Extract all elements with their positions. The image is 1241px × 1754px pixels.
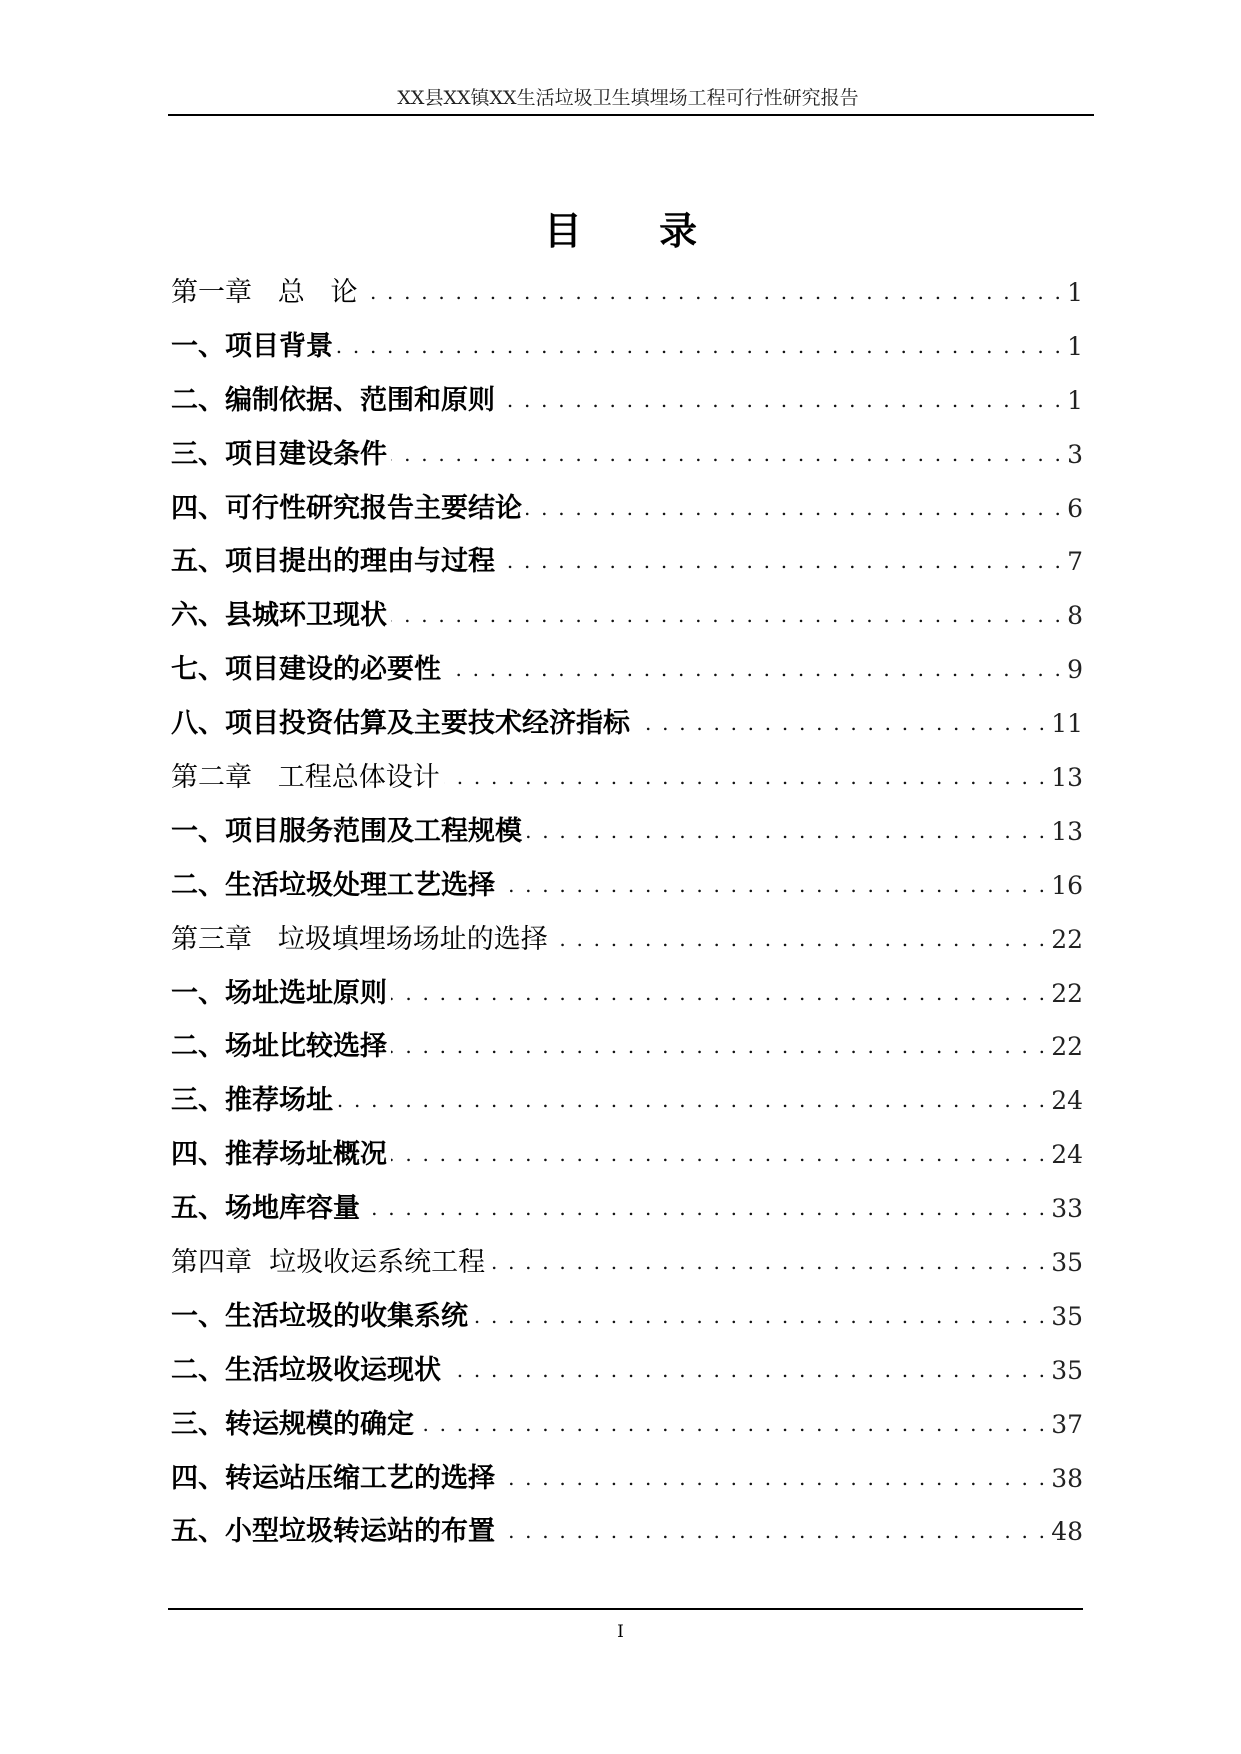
toc-dot-leader	[444, 751, 1047, 805]
toc-entry-page-number: 1	[1067, 277, 1083, 307]
toc-section-entry[interactable]	[171, 428, 1083, 482]
toc-entry-page-number: 13	[1051, 763, 1083, 792]
toc-entry-page-number: 37	[1051, 1409, 1083, 1439]
toc-dot-leader	[489, 1236, 1047, 1290]
toc-list	[171, 266, 1083, 1559]
toc-section-entry[interactable]	[171, 1128, 1083, 1182]
toc-entry-label: 一、项目背景	[171, 330, 333, 362]
toc-section-entry[interactable]	[171, 1074, 1083, 1128]
toc-entry-page-number: 24	[1051, 1086, 1083, 1116]
toc-section-entry[interactable]	[171, 1182, 1083, 1236]
toc-entry-page-number: 6	[1067, 493, 1083, 523]
toc-entry-page-number: 22	[1051, 1032, 1083, 1062]
toc-entry-label: 第三章 垃圾填埋场场址的选择	[171, 923, 548, 955]
toc-dot-leader	[418, 1398, 1047, 1452]
toc-dot-leader	[634, 697, 1047, 751]
toc-dot-leader	[391, 428, 1063, 482]
toc-chapter-entry[interactable]	[171, 266, 1083, 320]
toc-entry-label: 二、生活垃圾处理工艺选择	[171, 869, 495, 901]
toc-section-entry[interactable]	[171, 320, 1083, 374]
footer-rule	[168, 1608, 1083, 1610]
toc-dot-leader	[499, 535, 1063, 589]
toc-entry-label: 二、生活垃圾收运现状	[171, 1354, 441, 1386]
toc-entry-label: 一、生活垃圾的收集系统	[171, 1300, 468, 1332]
toc-entry-page-number: 9	[1067, 655, 1083, 685]
toc-entry-label: 三、项目建设条件	[171, 438, 387, 470]
toc-entry-page-number: 48	[1051, 1517, 1083, 1547]
toc-section-entry[interactable]	[171, 697, 1083, 751]
toc-entry-page-number: 35	[1051, 1248, 1083, 1278]
toc-dot-leader	[472, 1290, 1047, 1344]
toc-entry-label: 一、项目服务范围及工程规模	[171, 815, 522, 847]
toc-dot-leader	[552, 913, 1047, 967]
toc-dot-leader	[362, 266, 1064, 320]
toc-dot-leader	[499, 374, 1063, 428]
toc-entry-label: 二、场址比较选择	[171, 1031, 387, 1063]
toc-entry-page-number: 35	[1051, 1355, 1083, 1385]
toc-dot-leader	[526, 805, 1047, 859]
toc-entry-page-number: 22	[1051, 924, 1083, 954]
toc-entry-page-number: 24	[1051, 1140, 1083, 1170]
toc-section-entry[interactable]	[171, 1398, 1083, 1452]
toc-section-entry[interactable]	[171, 643, 1083, 697]
toc-entry-label: 五、项目提出的理由与过程	[171, 546, 495, 578]
toc-section-entry[interactable]	[171, 589, 1083, 643]
toc-dot-leader	[391, 967, 1047, 1021]
toc-dot-leader	[364, 1182, 1047, 1236]
toc-chapter-entry[interactable]	[171, 751, 1083, 805]
toc-section-entry[interactable]	[171, 1290, 1083, 1344]
toc-section-entry[interactable]	[171, 374, 1083, 428]
toc-chapter-entry[interactable]	[171, 913, 1083, 967]
toc-entry-page-number: 7	[1067, 547, 1083, 577]
toc-entry-label: 四、推荐场址概况	[171, 1139, 387, 1171]
toc-dot-leader	[391, 1020, 1047, 1074]
toc-entry-page-number: 8	[1067, 601, 1083, 631]
toc-section-entry[interactable]	[171, 1452, 1083, 1506]
toc-section-entry[interactable]	[171, 967, 1083, 1021]
toc-section-entry[interactable]	[171, 859, 1083, 913]
toc-entry-page-number: 22	[1051, 978, 1083, 1008]
toc-entry-page-number: 1	[1067, 331, 1083, 361]
toc-entry-label: 第一章 总 论	[171, 276, 358, 308]
toc-entry-label: 二、编制依据、范围和原则	[171, 384, 495, 416]
toc-entry-page-number: 1	[1067, 385, 1083, 415]
toc-entry-label: 一、场址选址原则	[171, 977, 387, 1009]
toc-section-entry[interactable]	[171, 482, 1083, 536]
toc-section-entry[interactable]	[171, 1505, 1083, 1559]
toc-entry-label: 七、项目建设的必要性	[171, 654, 441, 686]
toc-title: 目 录	[543, 209, 730, 253]
toc-dot-leader	[499, 859, 1047, 913]
toc-chapter-entry[interactable]	[171, 1236, 1083, 1290]
toc-entry-label: 四、可行性研究报告主要结论	[171, 492, 522, 524]
toc-dot-leader	[391, 589, 1063, 643]
toc-entry-label: 三、推荐场址	[171, 1085, 333, 1117]
toc-section-entry[interactable]	[171, 535, 1083, 589]
toc-entry-page-number: 13	[1051, 816, 1083, 846]
toc-entry-label: 第四章 垃圾收运系统工程	[171, 1247, 486, 1279]
toc-dot-leader	[499, 1505, 1047, 1559]
toc-entry-label: 六、县城环卫现状	[171, 600, 387, 632]
running-header-title: XX县XX镇XX生活垃圾卫生填埋场工程可行性研究报告	[397, 87, 859, 109]
toc-dot-leader	[391, 1128, 1047, 1182]
toc-section-entry[interactable]	[171, 1020, 1083, 1074]
toc-section-entry[interactable]	[171, 1344, 1083, 1398]
toc-dot-leader	[445, 1344, 1047, 1398]
toc-entry-page-number: 38	[1051, 1463, 1083, 1493]
toc-dot-leader	[337, 1074, 1047, 1128]
toc-entry-label: 五、小型垃圾转运站的布置	[171, 1516, 495, 1548]
toc-section-entry[interactable]	[171, 805, 1083, 859]
toc-entry-page-number: 3	[1067, 439, 1083, 469]
header-rule	[168, 114, 1094, 116]
toc-entry-page-number: 11	[1051, 709, 1083, 739]
toc-dot-leader	[445, 643, 1063, 697]
toc-dot-leader	[337, 320, 1063, 374]
toc-entry-label: 四、转运站压缩工艺的选择	[171, 1462, 495, 1494]
toc-entry-label: 五、场地库容量	[171, 1193, 360, 1225]
toc-entry-label: 八、项目投资估算及主要技术经济指标	[171, 708, 630, 740]
toc-entry-label: 第二章 工程总体设计	[171, 762, 440, 793]
toc-dot-leader	[499, 1452, 1047, 1506]
toc-entry-page-number: 16	[1051, 870, 1083, 900]
toc-entry-page-number: 35	[1051, 1301, 1083, 1331]
toc-entry-label: 三、转运规模的确定	[171, 1408, 414, 1440]
toc-entry-page-number: 33	[1051, 1194, 1083, 1224]
page-number: I	[617, 1622, 624, 1642]
toc-dot-leader	[526, 482, 1063, 536]
